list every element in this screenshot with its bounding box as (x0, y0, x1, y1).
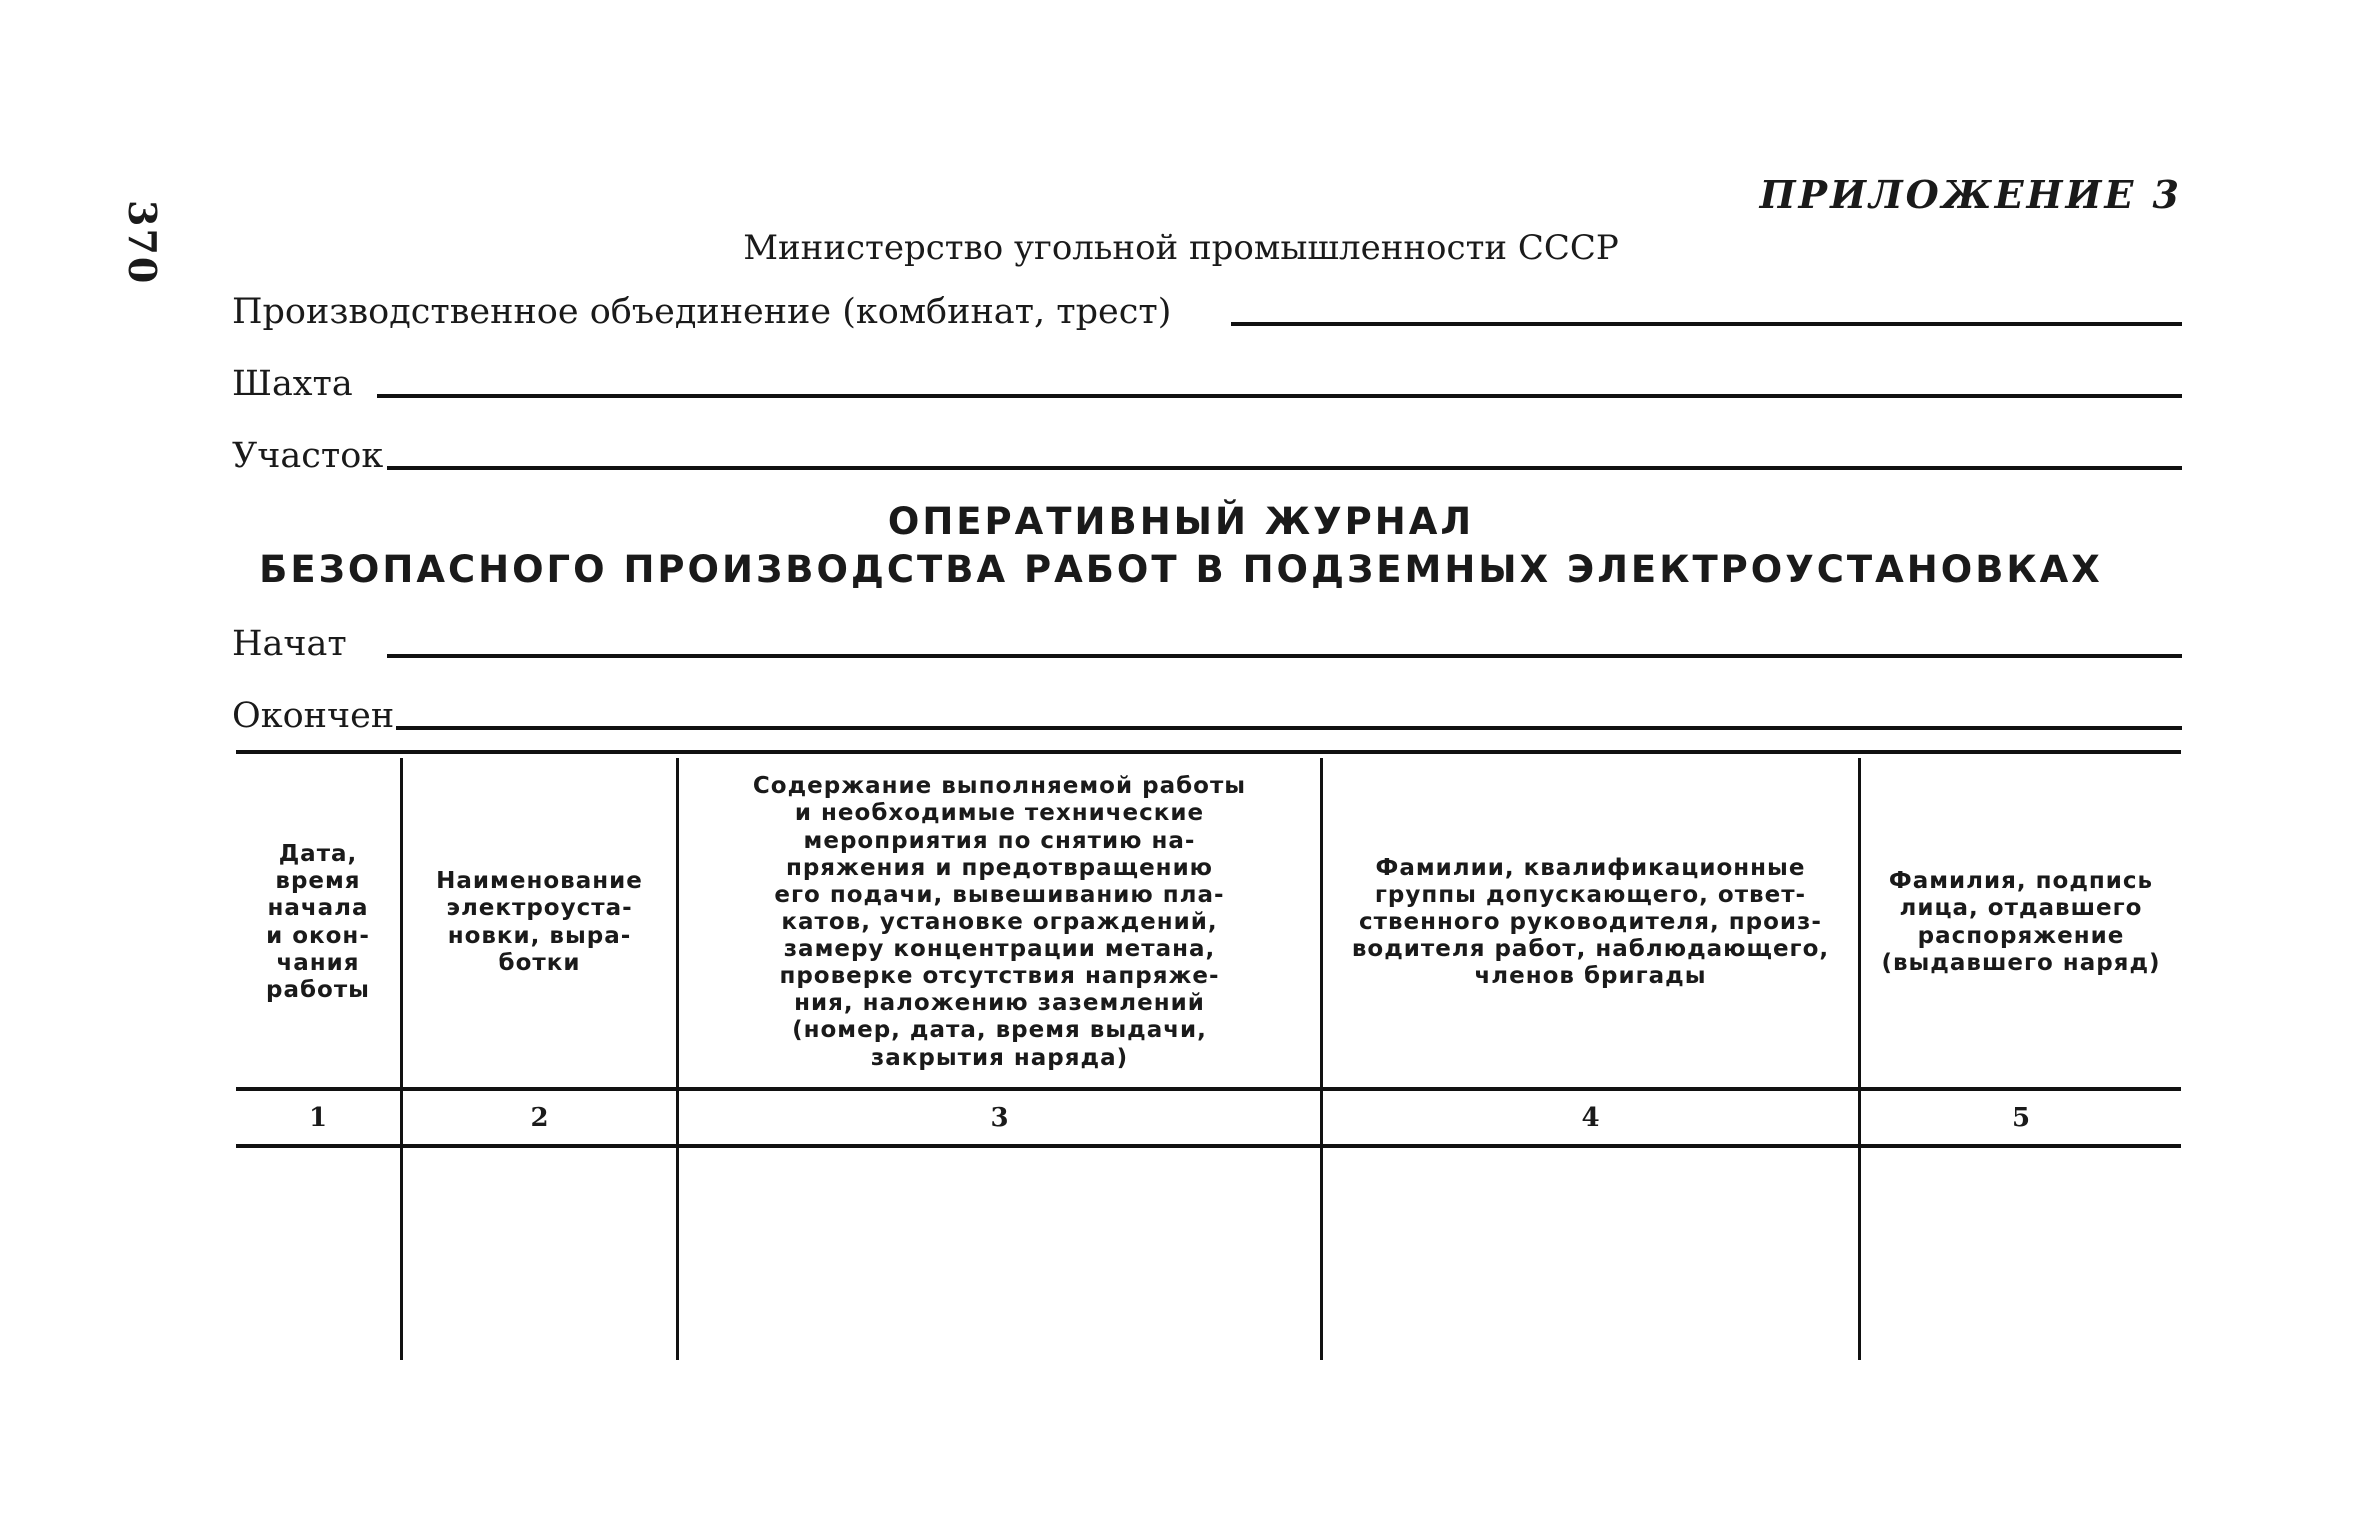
column-number: 1 (308, 1103, 328, 1133)
association-line (1231, 322, 2182, 326)
section-label: Участок (232, 436, 384, 476)
ministry-title: Министерство угольной промышленности СССР (743, 228, 1619, 268)
finished-field (232, 692, 2182, 736)
column-number: 5 (2011, 1103, 2031, 1133)
section-field (232, 432, 2182, 476)
header-cell-work-content: Содержание выполняемой работы и необходимые технические мероприятия по снятию на- пряжения и предотвращению его подачи, вывешиванию пла- катов, установке ограждений, замеру концентрации метана, проверке отсутствия напряже- ния, наложению заземлений (номер, дата, время выдачи, закрытия наряда) (752, 773, 1247, 1071)
header-cell-personnel: Фамилии, квалификационные группы допускающего, ответ- ственного руководителя, произ- водителя работ, наблюдающего, членов бригады (1351, 854, 1830, 990)
table-top-rule (236, 750, 2181, 754)
header-cell-issuer: Фамилия, подпись лица, отдавшего распоряжение (выдавшего наряд) (1881, 868, 2161, 976)
started-field (232, 620, 2182, 664)
numbers-bottom-rule (236, 1144, 2181, 1148)
journal-title: ОПЕРАТИВНЫЙ ЖУРНАЛ (887, 500, 1475, 543)
header-cell-date: Дата, время начала и окон- чания работы (266, 841, 370, 1003)
section-line (387, 466, 2182, 470)
journal-subtitle: БЕЗОПАСНОГО ПРОИЗВОДСТВА РАБОТ В ПОДЗЕМНЫХ ЭЛЕКТРОУСТАНОВКАХ (259, 548, 2103, 591)
page-number: 370 (120, 200, 165, 286)
header-cell-installation: Наименование электроуста- новки, выра- ботки (436, 868, 643, 976)
header-bottom-rule (236, 1087, 2181, 1091)
appendix-label: ПРИЛОЖЕНИЕ 3 (1759, 172, 2182, 217)
mine-label: Шахта (232, 364, 353, 404)
finished-label: Окончен (232, 696, 395, 736)
started-label: Начат (232, 624, 347, 664)
column-number: 2 (530, 1103, 549, 1133)
started-line (387, 654, 2182, 658)
column-number: 4 (1581, 1103, 1600, 1133)
column-number: 3 (990, 1103, 1009, 1133)
journal-table (236, 750, 2181, 1360)
association-label: Производственное объединение (комбинат, трест) (232, 292, 1172, 332)
finished-line (396, 726, 2182, 730)
mine-field (232, 360, 2182, 404)
association-field (232, 288, 2182, 332)
mine-line (377, 394, 2182, 398)
